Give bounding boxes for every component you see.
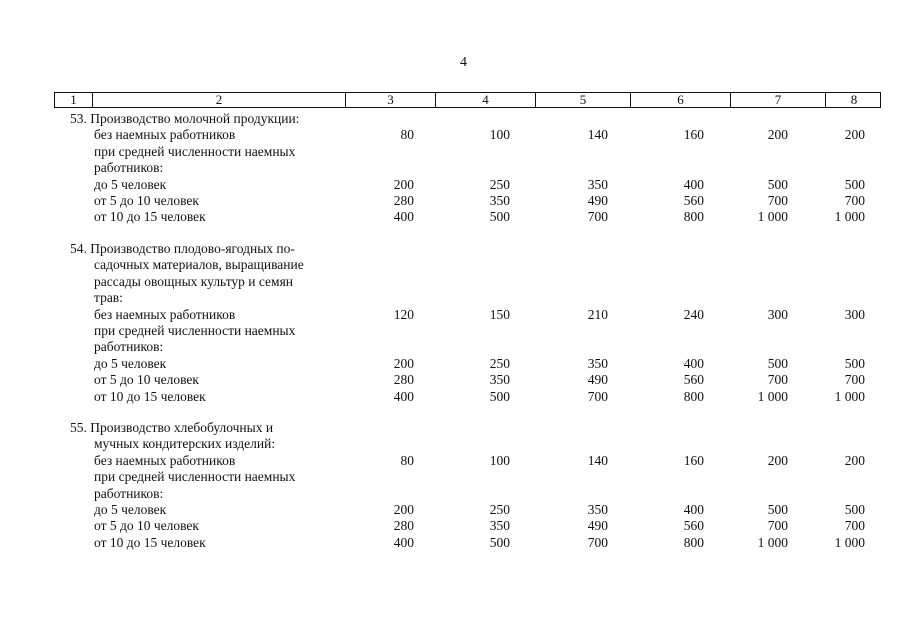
cell-col-7: 200 (767, 452, 788, 468)
header-col-6: 6 (630, 93, 730, 107)
cell-col-5: 700 (587, 388, 608, 404)
cell-col-3: 200 (393, 176, 414, 192)
cell-col-8: 200 (844, 127, 865, 143)
cell-col-5: 490 (587, 372, 608, 388)
cell-col-5: 700 (587, 209, 608, 225)
row-label: при средней численности наемных (94, 143, 296, 159)
header-col-1: 1 (70, 92, 77, 107)
cell-col-5: 350 (587, 176, 608, 192)
row-label: при средней численности наемных (94, 469, 296, 485)
row-label: садочных материалов, выращивание (94, 257, 304, 273)
cell-col-6: 560 (683, 193, 704, 208)
header-col-5: 5 (535, 93, 630, 107)
row-label: мучных кондитерских изделий: (94, 436, 276, 452)
row-label: до 5 человек (94, 355, 167, 371)
row-label: от 10 до 15 человек (94, 534, 206, 550)
cell-col-6: 400 (683, 355, 704, 371)
cell-col-3: 280 (393, 372, 414, 388)
cell-col-7: 500 (767, 355, 788, 371)
cell-col-7: 1 000 (757, 209, 788, 225)
header-col-7: 7 (730, 93, 825, 107)
cell-col-7: 200 (767, 127, 788, 143)
header-col-2: 2 (92, 93, 345, 107)
cell-col-3: 120 (393, 306, 414, 322)
cell-col-8: 1 000 (834, 209, 865, 225)
cell-col-3: 80 (400, 452, 414, 468)
section-title: 55. Производство хлебобулочных и (70, 420, 274, 435)
row-label: от 5 до 10 человек (94, 372, 199, 388)
cell-col-5: 210 (587, 306, 608, 322)
cell-col-5: 140 (587, 127, 608, 143)
cell-col-4: 500 (489, 534, 510, 550)
cell-col-3: 200 (393, 355, 414, 371)
cell-col-3: 80 (400, 127, 414, 143)
cell-col-7: 700 (767, 372, 788, 388)
cell-col-7: 500 (767, 176, 788, 192)
header-col-3: 3 (345, 93, 435, 107)
cell-col-8: 700 (844, 193, 865, 208)
cell-col-8: 1 000 (834, 534, 865, 550)
cell-col-6: 800 (683, 209, 704, 225)
cell-col-4: 250 (489, 502, 510, 517)
cell-col-4: 250 (489, 176, 510, 192)
cell-col-8: 500 (844, 502, 865, 517)
cell-col-8: 500 (844, 176, 865, 192)
cell-col-6: 400 (683, 176, 704, 192)
cell-col-7: 300 (767, 306, 788, 322)
row-label: работников: (94, 485, 164, 501)
row-label: без наемных работников (94, 127, 236, 143)
cell-col-5: 350 (587, 355, 608, 371)
cell-col-8: 300 (844, 306, 865, 322)
cell-col-4: 100 (489, 127, 510, 143)
row-label: работников: (94, 339, 164, 355)
cell-col-4: 350 (489, 193, 510, 208)
cell-col-6: 240 (683, 306, 704, 322)
cell-col-4: 250 (489, 355, 510, 371)
cell-col-6: 560 (683, 518, 704, 534)
cell-col-4: 500 (489, 209, 510, 225)
row-label: от 5 до 10 человек (94, 193, 199, 208)
row-label: трав: (94, 290, 123, 306)
cell-col-6: 400 (683, 502, 704, 517)
cell-col-5: 700 (587, 534, 608, 550)
cell-col-4: 350 (489, 518, 510, 534)
cell-col-7: 700 (767, 193, 788, 208)
cell-col-8: 200 (844, 452, 865, 468)
section-title: 53. Производство молочной продукции: (70, 111, 300, 126)
cell-col-6: 560 (683, 372, 704, 388)
row-label: до 5 человек (94, 502, 167, 517)
cell-col-6: 160 (683, 452, 704, 468)
cell-col-5: 140 (587, 452, 608, 468)
cell-col-6: 800 (683, 534, 704, 550)
cell-col-3: 280 (393, 193, 414, 208)
cell-col-4: 100 (489, 452, 510, 468)
cell-col-6: 800 (683, 388, 704, 404)
row-label: от 5 до 10 человек (94, 518, 199, 534)
cell-col-7: 1 000 (757, 534, 788, 550)
cell-col-8: 500 (844, 355, 865, 371)
cell-col-8: 700 (844, 372, 865, 388)
cell-col-8: 700 (844, 518, 865, 534)
row-label: без наемных работников (94, 452, 236, 468)
cell-col-8: 1 000 (834, 388, 865, 404)
row-label: рассады овощных культур и семян (94, 273, 294, 289)
row-label: от 10 до 15 человек (94, 388, 206, 404)
page-number: 4 (460, 55, 467, 70)
header-col-4: 4 (435, 93, 535, 107)
cell-col-4: 500 (489, 388, 510, 404)
cell-col-3: 200 (393, 502, 414, 517)
cell-col-6: 160 (683, 127, 704, 143)
row-label: от 10 до 15 человек (94, 209, 206, 225)
cell-col-3: 280 (393, 518, 414, 534)
section-title: 54. Производство плодово-ягодных по- (70, 241, 295, 256)
cell-col-5: 350 (587, 502, 608, 517)
row-label: работников: (94, 160, 164, 176)
table-header (54, 92, 881, 108)
cell-col-3: 400 (393, 388, 414, 404)
row-label: при средней численности наемных (94, 323, 296, 338)
cell-col-3: 400 (393, 534, 414, 550)
cell-col-3: 400 (393, 209, 414, 225)
row-label: до 5 человек (94, 176, 167, 192)
cell-col-7: 500 (767, 502, 788, 517)
row-label: без наемных работников (94, 306, 236, 322)
cell-col-7: 1 000 (757, 388, 788, 404)
cell-col-4: 150 (489, 306, 510, 322)
cell-col-5: 490 (587, 193, 608, 208)
cell-col-5: 490 (587, 518, 608, 534)
header-col-8: 8 (825, 93, 882, 107)
cell-col-4: 350 (489, 372, 510, 388)
cell-col-7: 700 (767, 518, 788, 534)
